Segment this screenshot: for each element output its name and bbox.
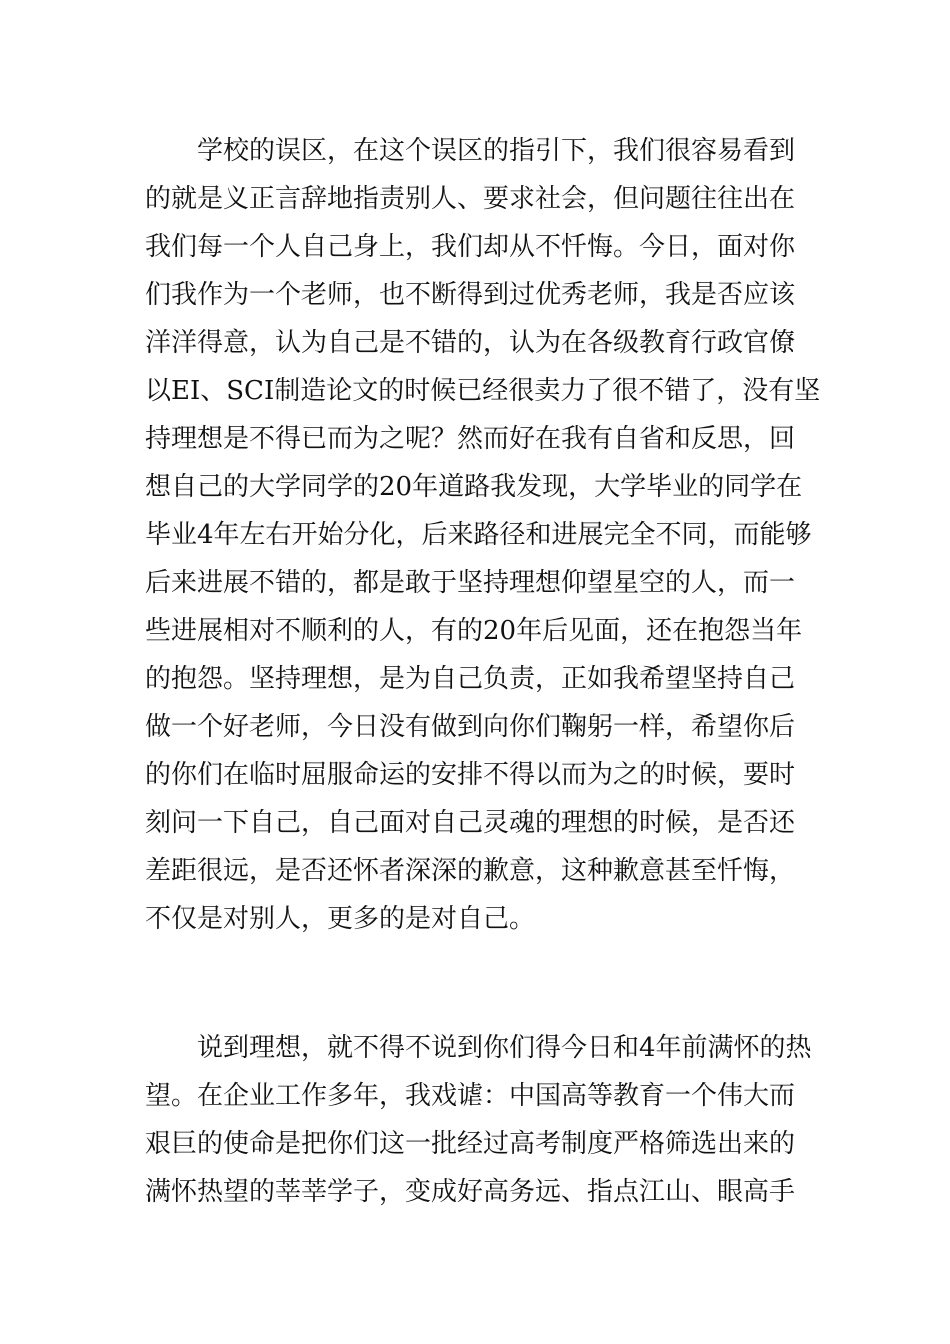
paragraph-1-line-4: 们我作为一个老师，也不断得到过优秀老师，我是否应该	[145, 280, 796, 310]
paragraph-1-line-11: 些进展相对不顺利的人，有的20年后见面，还在抱怨当年	[145, 616, 803, 646]
paragraph-1-line-13: 做一个好老师，今日没有做到向你们鞠躬一样，希望你后	[145, 712, 796, 742]
paragraph-1-line-1: 学校的误区，在这个误区的指引下，我们很容易看到	[197, 136, 796, 166]
paragraph-1-line-9: 毕业4年左右开始分化，后来路径和进展完全不同，而能够	[145, 520, 812, 550]
paragraph-1-line-10: 后来进展不错的，都是敢于坚持理想仰望星空的人，而一	[145, 568, 796, 598]
paragraph-1-line-7: 持理想是不得已而为之呢？然而好在我有自省和反思，回	[145, 424, 796, 454]
paragraph-2-line-4: 满怀热望的莘莘学子，变成好高务远、指点江山、眼高手	[145, 1177, 796, 1207]
paragraph-1-line-14: 的你们在临时屈服命运的安排不得以而为之的时候，要时	[145, 760, 796, 790]
paragraph-1-line-12: 的抱怨。坚持理想，是为自己负责，正如我希望坚持自己	[145, 664, 796, 694]
paragraph-1-line-2: 的就是义正言辞地指责别人、要求社会，但问题往往出在	[145, 184, 796, 214]
paragraph-1-line-6: 以EI、SCI制造论文的时候已经很卖力了很不错了，没有坚	[145, 376, 821, 406]
paragraph-1-line-5: 洋洋得意，认为自己是不错的，认为在各级教育行政官僚	[145, 328, 796, 358]
paragraph-1-line-17: 不仅是对别人，更多的是对自己。	[145, 904, 536, 934]
paragraph-2-line-2: 望。在企业工作多年，我戏谑：中国高等教育一个伟大而	[145, 1081, 796, 1111]
paragraph-1-line-15: 刻问一下自己，自己面对自己灵魂的理想的时候，是否还	[145, 808, 796, 838]
paragraph-1-line-8: 想自己的大学同学的20年道路我发现，大学毕业的同学在	[145, 472, 803, 502]
paragraph-2-line-3: 艰巨的使命是把你们这一批经过高考制度严格筛选出来的	[145, 1129, 796, 1159]
paragraph-1-line-3: 我们每一个人自己身上，我们却从不忏悔。今日，面对你	[145, 232, 796, 262]
paragraph-1-line-16: 差距很远，是否还怀者深深的歉意，这种歉意甚至忏悔，	[145, 856, 796, 886]
paragraph-2-line-1: 说到理想，就不得不说到你们得今日和4年前满怀的热	[197, 1033, 812, 1063]
